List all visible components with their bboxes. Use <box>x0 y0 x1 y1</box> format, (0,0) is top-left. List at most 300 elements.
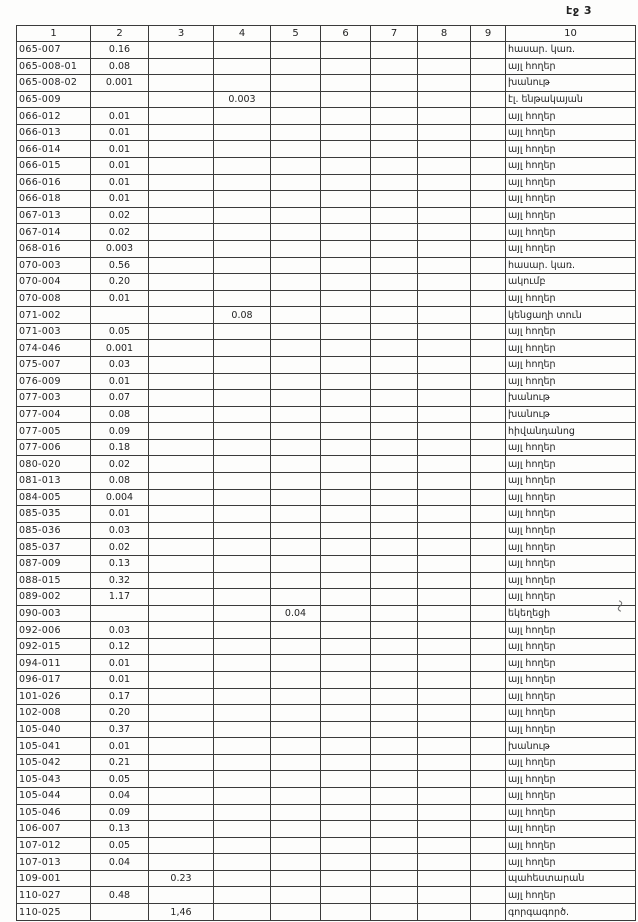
empty-cell <box>371 240 418 257</box>
parcel-code: 107-012 <box>17 837 91 854</box>
empty-cell <box>321 439 371 456</box>
empty-cell <box>271 738 321 755</box>
empty-cell <box>271 158 321 175</box>
land-use-category: այլ հողեր <box>506 589 636 606</box>
empty-cell <box>271 390 321 407</box>
table-row <box>17 655 636 672</box>
area-value: 0.01 <box>91 124 149 141</box>
empty-cell <box>371 887 418 904</box>
empty-cell <box>149 42 214 59</box>
empty-cell <box>418 406 471 423</box>
table-row <box>17 340 636 357</box>
empty-cell <box>418 788 471 805</box>
empty-cell <box>471 539 506 556</box>
empty-cell <box>214 622 271 639</box>
table-row <box>17 821 636 838</box>
empty-cell <box>321 489 371 506</box>
empty-cell <box>149 257 214 274</box>
empty-cell <box>91 904 149 921</box>
empty-cell <box>418 821 471 838</box>
empty-cell <box>418 804 471 821</box>
empty-cell <box>271 307 321 324</box>
land-use-category: ակումբ <box>506 274 636 291</box>
parcel-code: 087-009 <box>17 555 91 572</box>
empty-cell <box>271 870 321 887</box>
empty-cell <box>271 473 321 490</box>
empty-cell <box>149 274 214 291</box>
land-use-category: այլ հողեր <box>506 108 636 125</box>
empty-cell <box>471 870 506 887</box>
empty-cell <box>149 721 214 738</box>
parcel-code: 065-007 <box>17 42 91 59</box>
empty-cell <box>418 274 471 291</box>
area-value: 0.02 <box>91 224 149 241</box>
empty-cell <box>321 307 371 324</box>
empty-cell <box>149 191 214 208</box>
table-row <box>17 124 636 141</box>
land-use-category: այլ հողեր <box>506 671 636 688</box>
land-use-category: այլ հողեր <box>506 555 636 572</box>
empty-cell <box>271 356 321 373</box>
empty-cell <box>214 75 271 92</box>
empty-cell <box>418 572 471 589</box>
table-row <box>17 390 636 407</box>
empty-cell <box>149 340 214 357</box>
area-value: 0.001 <box>91 75 149 92</box>
land-use-category: կենցաղի տուն <box>506 307 636 324</box>
empty-cell <box>471 705 506 722</box>
empty-cell <box>418 91 471 108</box>
empty-cell <box>271 240 321 257</box>
empty-cell <box>371 290 418 307</box>
empty-cell <box>371 522 418 539</box>
table-row <box>17 705 636 722</box>
area-value: 0.02 <box>91 207 149 224</box>
parcel-code: 085-036 <box>17 522 91 539</box>
empty-cell <box>471 904 506 921</box>
empty-cell <box>418 108 471 125</box>
empty-cell <box>371 655 418 672</box>
empty-cell <box>321 887 371 904</box>
area-value: 0.003 <box>214 91 271 108</box>
empty-cell <box>418 473 471 490</box>
empty-cell <box>214 522 271 539</box>
empty-cell <box>149 754 214 771</box>
table-row <box>17 191 636 208</box>
land-use-category: այլ հողեր <box>506 224 636 241</box>
empty-cell <box>471 108 506 125</box>
table-row <box>17 489 636 506</box>
empty-cell <box>214 290 271 307</box>
empty-cell <box>418 373 471 390</box>
empty-cell <box>418 705 471 722</box>
area-value: 0.05 <box>91 771 149 788</box>
table-row <box>17 473 636 490</box>
empty-cell <box>321 771 371 788</box>
empty-cell <box>471 356 506 373</box>
land-use-category: այլ հողեր <box>506 771 636 788</box>
empty-cell <box>321 124 371 141</box>
parcel-code: 105-041 <box>17 738 91 755</box>
empty-cell <box>321 340 371 357</box>
empty-cell <box>418 240 471 257</box>
area-value: 0.02 <box>91 456 149 473</box>
empty-cell <box>271 207 321 224</box>
empty-cell <box>214 655 271 672</box>
empty-cell <box>418 555 471 572</box>
parcel-code: 102-008 <box>17 705 91 722</box>
area-value: 0.03 <box>91 622 149 639</box>
empty-cell <box>321 671 371 688</box>
empty-cell <box>271 688 321 705</box>
area-value: 0.32 <box>91 572 149 589</box>
empty-cell <box>271 771 321 788</box>
land-use-category: այլ հողեր <box>506 655 636 672</box>
empty-cell <box>418 655 471 672</box>
parcel-code: 105-040 <box>17 721 91 738</box>
empty-cell <box>418 721 471 738</box>
parcel-code: 085-035 <box>17 506 91 523</box>
land-use-category: պահեստարան <box>506 870 636 887</box>
empty-cell <box>371 506 418 523</box>
empty-cell <box>149 555 214 572</box>
area-value: 0.13 <box>91 555 149 572</box>
area-value: 0.08 <box>91 406 149 423</box>
column-header: 6 <box>321 26 371 42</box>
table-row <box>17 274 636 291</box>
empty-cell <box>371 705 418 722</box>
empty-cell <box>91 605 149 622</box>
table-row <box>17 58 636 75</box>
empty-cell <box>321 539 371 556</box>
empty-cell <box>214 340 271 357</box>
empty-cell <box>471 605 506 622</box>
column-header: 10 <box>506 26 636 42</box>
empty-cell <box>271 622 321 639</box>
parcel-code: 067-013 <box>17 207 91 224</box>
empty-cell <box>471 257 506 274</box>
area-value: 0.37 <box>91 721 149 738</box>
empty-cell <box>214 721 271 738</box>
area-value: 0.08 <box>91 58 149 75</box>
empty-cell <box>321 390 371 407</box>
empty-cell <box>471 738 506 755</box>
table-row <box>17 158 636 175</box>
area-value: 0.17 <box>91 688 149 705</box>
empty-cell <box>271 91 321 108</box>
empty-cell <box>214 771 271 788</box>
empty-cell <box>271 655 321 672</box>
land-use-category: հիվանդանոց <box>506 423 636 440</box>
table-row <box>17 290 636 307</box>
empty-cell <box>418 489 471 506</box>
parcel-code: 106-007 <box>17 821 91 838</box>
empty-cell <box>371 904 418 921</box>
column-header: 7 <box>371 26 418 42</box>
empty-cell <box>321 522 371 539</box>
area-value: 0.01 <box>91 373 149 390</box>
table-row <box>17 356 636 373</box>
parcel-code: 066-018 <box>17 191 91 208</box>
empty-cell <box>149 240 214 257</box>
land-use-category: այլ հողեր <box>506 754 636 771</box>
area-value: 0.48 <box>91 887 149 904</box>
empty-cell <box>271 75 321 92</box>
land-use-category: այլ հողեր <box>506 522 636 539</box>
land-use-category: այլ հողեր <box>506 705 636 722</box>
empty-cell <box>371 821 418 838</box>
parcel-code: 065-009 <box>17 91 91 108</box>
parcel-code: 077-006 <box>17 439 91 456</box>
empty-cell <box>149 356 214 373</box>
parcel-code: 105-044 <box>17 788 91 805</box>
empty-cell <box>214 274 271 291</box>
empty-cell <box>371 257 418 274</box>
land-use-category: այլ հողեր <box>506 323 636 340</box>
empty-cell <box>91 870 149 887</box>
area-value: 0.05 <box>91 323 149 340</box>
empty-cell <box>418 870 471 887</box>
land-use-category: այլ հողեր <box>506 489 636 506</box>
empty-cell <box>271 108 321 125</box>
empty-cell <box>271 42 321 59</box>
empty-cell <box>471 589 506 606</box>
empty-cell <box>471 406 506 423</box>
table-row <box>17 771 636 788</box>
empty-cell <box>271 821 321 838</box>
area-value: 0.08 <box>214 307 271 324</box>
empty-cell <box>418 323 471 340</box>
area-value: 0.01 <box>91 671 149 688</box>
empty-cell <box>271 439 321 456</box>
empty-cell <box>214 671 271 688</box>
area-value: 0.01 <box>91 506 149 523</box>
land-use-category: այլ հողեր <box>506 158 636 175</box>
empty-cell <box>471 75 506 92</box>
land-use-category: այլ հողեր <box>506 821 636 838</box>
empty-cell <box>214 439 271 456</box>
area-value: 0.01 <box>91 191 149 208</box>
empty-cell <box>471 141 506 158</box>
empty-cell <box>471 224 506 241</box>
empty-cell <box>149 671 214 688</box>
empty-cell <box>214 854 271 871</box>
empty-cell <box>371 439 418 456</box>
area-value: 0.01 <box>91 158 149 175</box>
table-row <box>17 837 636 854</box>
empty-cell <box>321 506 371 523</box>
empty-cell <box>321 323 371 340</box>
empty-cell <box>471 671 506 688</box>
table-row <box>17 141 636 158</box>
empty-cell <box>471 854 506 871</box>
table-row <box>17 738 636 755</box>
empty-cell <box>371 854 418 871</box>
empty-cell <box>271 555 321 572</box>
land-use-category: այլ հողեր <box>506 837 636 854</box>
land-use-category: խանութ <box>506 738 636 755</box>
empty-cell <box>149 655 214 672</box>
empty-cell <box>91 91 149 108</box>
land-use-category: գորգագործ. <box>506 904 636 921</box>
empty-cell <box>471 473 506 490</box>
parcel-code: 077-003 <box>17 390 91 407</box>
parcel-code: 074-046 <box>17 340 91 357</box>
parcel-code: 066-012 <box>17 108 91 125</box>
empty-cell <box>418 42 471 59</box>
area-value: 0.04 <box>271 605 321 622</box>
parcel-code: 075-007 <box>17 356 91 373</box>
empty-cell <box>149 174 214 191</box>
empty-cell <box>271 423 321 440</box>
empty-cell <box>214 605 271 622</box>
empty-cell <box>149 91 214 108</box>
land-use-category: այլ հողեր <box>506 622 636 639</box>
empty-cell <box>371 108 418 125</box>
empty-cell <box>271 489 321 506</box>
empty-cell <box>371 58 418 75</box>
empty-cell <box>371 804 418 821</box>
area-value: 0.004 <box>91 489 149 506</box>
column-header: 2 <box>91 26 149 42</box>
parcel-code: 090-003 <box>17 605 91 622</box>
empty-cell <box>471 240 506 257</box>
empty-cell <box>149 108 214 125</box>
empty-cell <box>321 406 371 423</box>
area-value: 1.17 <box>91 589 149 606</box>
empty-cell <box>149 837 214 854</box>
empty-cell <box>371 373 418 390</box>
empty-cell <box>149 522 214 539</box>
table-row <box>17 373 636 390</box>
land-use-category: այլ հողեր <box>506 240 636 257</box>
empty-cell <box>418 174 471 191</box>
empty-cell <box>214 804 271 821</box>
empty-cell <box>418 854 471 871</box>
empty-cell <box>271 141 321 158</box>
empty-cell <box>271 721 321 738</box>
area-value: 0.04 <box>91 854 149 871</box>
empty-cell <box>471 638 506 655</box>
empty-cell <box>371 207 418 224</box>
empty-cell <box>149 788 214 805</box>
parcel-code: 109-001 <box>17 870 91 887</box>
empty-cell <box>418 605 471 622</box>
empty-cell <box>471 788 506 805</box>
empty-cell <box>371 141 418 158</box>
table-row <box>17 42 636 59</box>
empty-cell <box>471 456 506 473</box>
empty-cell <box>418 307 471 324</box>
empty-cell <box>471 572 506 589</box>
empty-cell <box>149 373 214 390</box>
empty-cell <box>471 390 506 407</box>
empty-cell <box>471 489 506 506</box>
empty-cell <box>321 788 371 805</box>
land-use-category: հասար. կառ. <box>506 42 636 59</box>
empty-cell <box>214 58 271 75</box>
empty-cell <box>321 108 371 125</box>
empty-cell <box>214 423 271 440</box>
empty-cell <box>321 804 371 821</box>
empty-cell <box>149 439 214 456</box>
empty-cell <box>214 738 271 755</box>
empty-cell <box>371 274 418 291</box>
column-header: 5 <box>271 26 321 42</box>
parcel-code: 065-008-01 <box>17 58 91 75</box>
empty-cell <box>321 721 371 738</box>
empty-cell <box>149 423 214 440</box>
land-use-category: այլ հողեր <box>506 124 636 141</box>
empty-cell <box>214 788 271 805</box>
empty-cell <box>418 141 471 158</box>
empty-cell <box>418 887 471 904</box>
land-use-category: այլ հողեր <box>506 887 636 904</box>
empty-cell <box>418 738 471 755</box>
column-header: 9 <box>471 26 506 42</box>
empty-cell <box>321 356 371 373</box>
empty-cell <box>321 274 371 291</box>
empty-cell <box>214 207 271 224</box>
table-row <box>17 622 636 639</box>
parcel-code: 066-013 <box>17 124 91 141</box>
table-row <box>17 456 636 473</box>
parcel-code: 088-015 <box>17 572 91 589</box>
empty-cell <box>271 373 321 390</box>
area-value: 0.05 <box>91 837 149 854</box>
empty-cell <box>214 240 271 257</box>
empty-cell <box>371 771 418 788</box>
empty-cell <box>321 191 371 208</box>
empty-cell <box>418 904 471 921</box>
parcel-code: 101-026 <box>17 688 91 705</box>
empty-cell <box>418 671 471 688</box>
empty-cell <box>271 671 321 688</box>
empty-cell <box>321 904 371 921</box>
empty-cell <box>471 124 506 141</box>
empty-cell <box>321 423 371 440</box>
parcel-code: 092-006 <box>17 622 91 639</box>
empty-cell <box>371 870 418 887</box>
area-value: 0.09 <box>91 804 149 821</box>
empty-cell <box>371 307 418 324</box>
parcel-code: 110-025 <box>17 904 91 921</box>
empty-cell <box>371 406 418 423</box>
table-row <box>17 506 636 523</box>
empty-cell <box>321 638 371 655</box>
table-row <box>17 207 636 224</box>
empty-cell <box>271 854 321 871</box>
empty-cell <box>471 837 506 854</box>
empty-cell <box>471 655 506 672</box>
empty-cell <box>371 605 418 622</box>
empty-cell <box>271 58 321 75</box>
land-use-category: այլ հողեր <box>506 191 636 208</box>
empty-cell <box>418 390 471 407</box>
empty-cell <box>321 854 371 871</box>
land-use-category: այլ հողեր <box>506 141 636 158</box>
empty-cell <box>149 124 214 141</box>
empty-cell <box>471 42 506 59</box>
empty-cell <box>418 622 471 639</box>
land-use-category: այլ հողեր <box>506 572 636 589</box>
column-header: 4 <box>214 26 271 42</box>
table-row <box>17 224 636 241</box>
empty-cell <box>418 58 471 75</box>
empty-cell <box>371 42 418 59</box>
empty-cell <box>371 688 418 705</box>
empty-cell <box>214 191 271 208</box>
